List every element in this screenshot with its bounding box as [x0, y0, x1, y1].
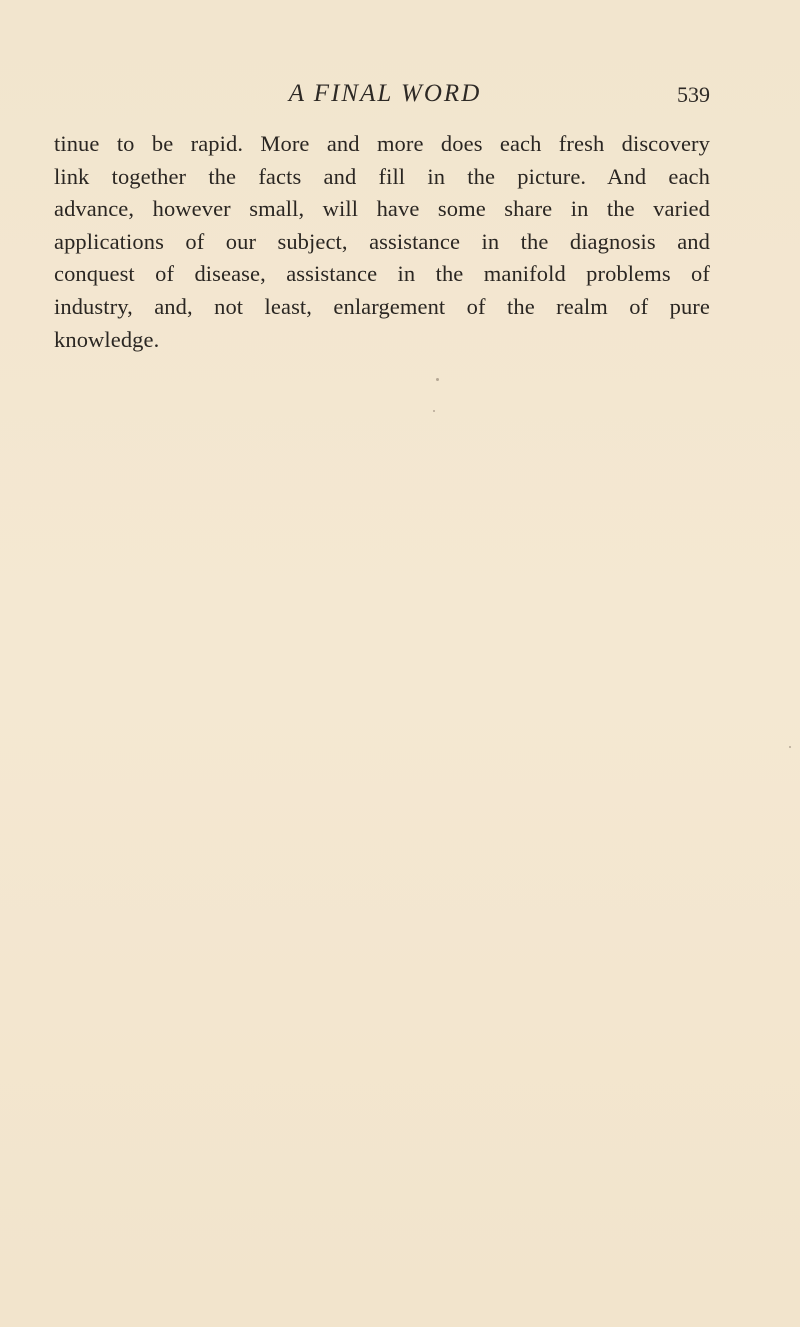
text-line: tinue to be rapid. More and more does each fresh discovery [54, 131, 710, 156]
body-paragraph [54, 128, 710, 356]
text-line: conquest of disease, assistance in the manifold problems of [54, 261, 710, 287]
paper-speck [436, 378, 439, 381]
text-line: knowledge. [54, 326, 160, 352]
page-number: 539 [677, 82, 710, 107]
paper-speck [433, 410, 435, 412]
text-line: industry, and, not least, enlargement of the realm of pure [54, 293, 710, 319]
text-line: link together the facts and fill in the picture. And each [54, 163, 710, 189]
running-head [60, 80, 710, 114]
running-title: A FINAL WORD [288, 80, 482, 107]
text-line: applications of our subject, assistance in the diagnosis and [54, 228, 710, 254]
paper-speck [789, 746, 791, 748]
text-line: advance, however small, will have some share in the varied [54, 196, 710, 222]
